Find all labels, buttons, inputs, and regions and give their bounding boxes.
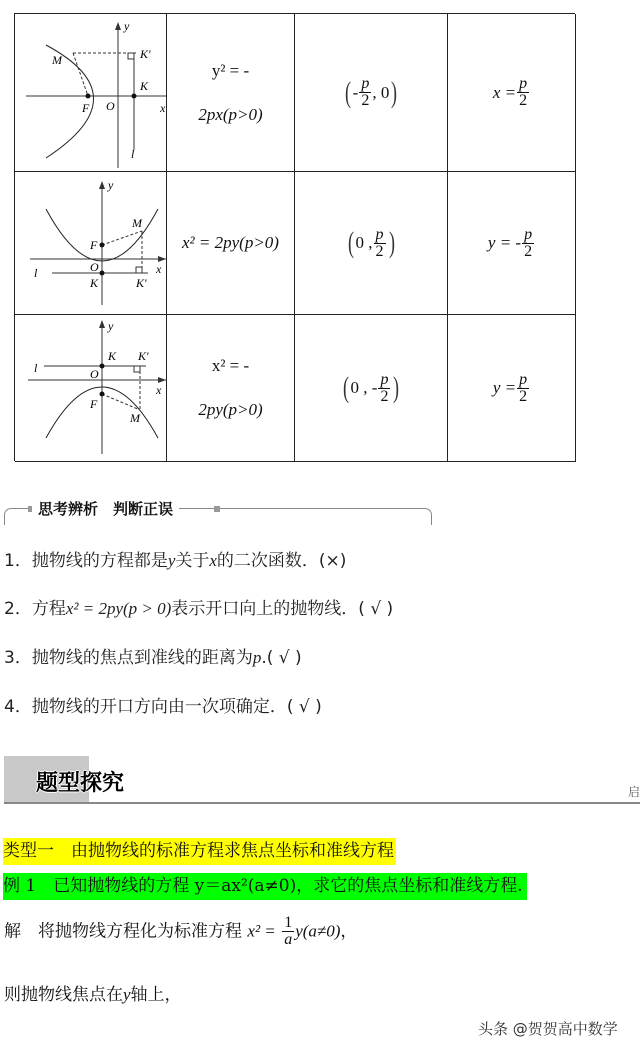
equation-line1: y² = -: [211, 60, 250, 80]
directrix-cell: [448, 14, 576, 172]
svg-text:M: M: [51, 52, 62, 67]
svg-text:F: F: [81, 100, 89, 115]
parabola-up-figure: [16, 173, 166, 313]
fraction: $\frac{p}{2}$: [524, 225, 533, 260]
directrix-prefix: x =: [492, 82, 517, 102]
section-divider: [4, 802, 640, 804]
equation-cell: [167, 315, 295, 462]
parabola-table: [14, 13, 575, 461]
svg-text:K: K: [139, 78, 148, 93]
table-row: [15, 315, 576, 462]
focus-prefix: 0 ,: [355, 233, 373, 252]
solution-line-1: 解 将抛物线方程化为标准方程 x² = $\frac{1}{a}$ y(a≠0)，: [4, 914, 358, 948]
think-title: 思考辨析 判断正误: [32, 498, 179, 519]
figure-cell: [15, 172, 167, 315]
example-one-text: 例 1 已知抛物线的方程 y＝ax²(a≠0)，求它的焦点坐标和准线方程.: [3, 873, 527, 900]
equation-cell: x² = 2py(p>0): [167, 172, 295, 315]
svg-text:O: O: [105, 98, 115, 113]
svg-text:y: y: [107, 318, 113, 333]
svg-text:l: l: [33, 266, 37, 280]
focus-prefix: -: [352, 82, 359, 102]
svg-text:x: x: [155, 262, 161, 276]
type-one-heading: 类型一 由抛物线的标准方程求焦点坐标和准线方程: [3, 838, 396, 865]
svg-text:l: l: [33, 360, 37, 375]
solution-line-2: 则抛物线焦点在y轴上，: [4, 985, 182, 1005]
directrix-prefix: y =: [492, 378, 517, 397]
section-header: [4, 756, 640, 804]
equation-line2: 2py(p>0): [198, 400, 263, 419]
equation-line2: 2px(p>0): [198, 104, 263, 124]
focus-prefix: 0 , -: [350, 378, 378, 397]
svg-text:O: O: [89, 260, 99, 274]
focus-cell: ( 0 , - $\frac{p}{2}$ ): [295, 315, 448, 462]
focus-suffix: , 0: [372, 82, 390, 102]
fraction: $\frac{p}{2}$: [380, 370, 389, 405]
fraction: $\frac{p}{2}$: [375, 225, 384, 260]
directrix-cell: [448, 315, 576, 462]
svg-text:K′: K′: [137, 348, 149, 363]
section-title: 题型探究: [36, 771, 125, 796]
focus-cell: ( 0 , $\frac{p}{2}$ ): [295, 172, 448, 315]
svg-text:F: F: [89, 396, 97, 411]
judgment-item-1: 1．抛物线的方程都是y关于x的二次函数．(×): [4, 551, 347, 571]
svg-text:y: y: [107, 178, 113, 192]
think-section-header: [4, 500, 432, 526]
svg-text:x: x: [155, 382, 161, 397]
table-row: [15, 14, 576, 172]
square-bullet-icon: [214, 506, 220, 512]
judgment-item-3: 3．抛物线的焦点到准线的距离为p.( √ ): [4, 648, 302, 668]
svg-text:F: F: [89, 238, 97, 252]
parabola-left-figure: [16, 18, 166, 168]
equation-cell: [167, 14, 295, 172]
directrix-cell: [448, 172, 576, 315]
svg-text:K′: K′: [139, 46, 151, 61]
directrix-prefix: y = -: [487, 233, 522, 252]
table-row: [15, 172, 576, 315]
svg-text:K: K: [107, 348, 116, 363]
judgment-item-4: 4．抛物线的开口方向由一次项确定．( √ ): [4, 697, 322, 717]
figure-cell: [15, 315, 167, 462]
fraction: $\frac{1}{a}$: [284, 914, 293, 948]
section-right-text: 启: [627, 785, 640, 799]
svg-text:l: l: [130, 146, 134, 161]
svg-text:x: x: [159, 100, 165, 115]
fraction: $\frac{p}{2}$: [361, 75, 370, 109]
parabola-down-figure: [16, 316, 166, 461]
fraction: $\frac{p}{2}$: [519, 75, 528, 109]
watermark: 头条 @贺贺高中数学: [478, 1020, 618, 1038]
svg-text:M: M: [129, 410, 140, 425]
focus-cell: ( - $\frac{p}{2}$ , 0 ): [295, 14, 448, 172]
figure-cell: [15, 14, 167, 172]
svg-text:K: K: [89, 276, 98, 290]
judgment-item-2: 2．方程x² = 2py(p > 0)表示开口向上的抛物线．( √ ): [4, 599, 394, 619]
svg-text:M: M: [131, 216, 142, 230]
svg-text:O: O: [89, 366, 99, 381]
svg-text:K′: K′: [135, 276, 147, 290]
svg-text:y: y: [123, 18, 129, 33]
fraction: $\frac{p}{2}$: [519, 370, 528, 405]
equation-line1: x² = -: [211, 356, 250, 375]
